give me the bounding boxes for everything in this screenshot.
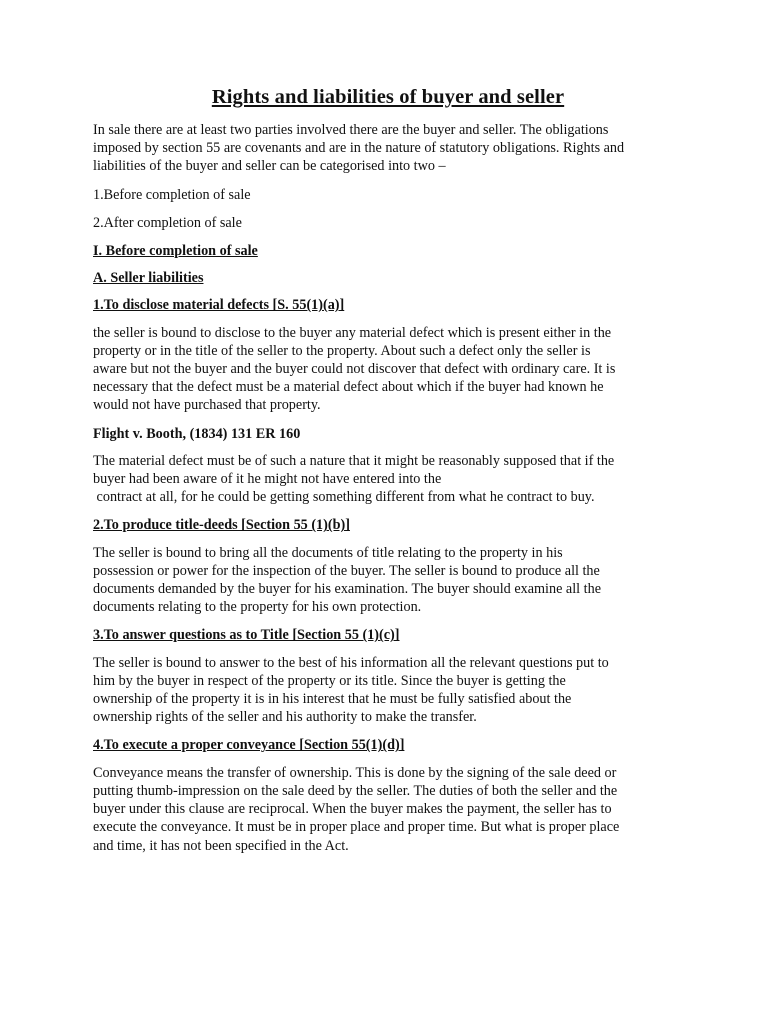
clause-paragraph bbox=[93, 324, 683, 415]
clause-paragraph bbox=[93, 764, 683, 855]
text-line: execute the conveyance. It must be in proper place and proper time. But what is proper place bbox=[93, 819, 620, 836]
text-line: the seller is bound to disclose to the buyer any material defect which is present either in the bbox=[93, 324, 612, 341]
clause-heading: 4.To execute a proper conveyance [Section 55(1)(d)] bbox=[93, 737, 405, 754]
text-line: The seller is bound to bring all the documents of title relating to the property in his bbox=[93, 544, 563, 561]
text-line: aware but not the buyer and the buyer could not discover that defect with ordinary care. It is bbox=[93, 361, 616, 378]
clause-heading: 3.To answer questions as to Title [Section 55 (1)(c)] bbox=[93, 627, 400, 644]
text-line: In sale there are at least two parties involved there are the buyer and seller. The obligations bbox=[93, 122, 609, 138]
section-heading: I. Before completion of sale bbox=[93, 243, 258, 260]
text-line: contract at all, for he could be getting something different from what he contract to buy. bbox=[93, 489, 595, 506]
text-line: Conveyance means the transfer of ownership. This is done by the signing of the sale deed or bbox=[93, 764, 617, 781]
clause-paragraph bbox=[93, 654, 683, 727]
text-line: liabilities of the buyer and seller can be categorised into two – bbox=[93, 158, 446, 175]
clause-paragraph bbox=[93, 544, 683, 617]
text-line: would not have purchased that property. bbox=[93, 397, 321, 414]
text-line: documents relating to the property for his own protection. bbox=[93, 599, 422, 616]
text-line: ownership of the property it is in his interest that he must be fully satisfied about the bbox=[93, 691, 572, 708]
text-line: putting thumb-impression on the sale deed by the seller. The duties of both the seller and the bbox=[93, 782, 618, 799]
text-line: possession or power for the inspection of the buyer. The seller is bound to produce all the bbox=[93, 562, 600, 579]
clause-heading: 1.To disclose material defects [S. 55(1)(a)] bbox=[93, 297, 345, 314]
intro-paragraph bbox=[93, 121, 683, 176]
clause-heading: 2.To produce title-deeds [Section 55 (1)(b)] bbox=[93, 517, 350, 534]
page-title: Rights and liabilities of buyer and seller bbox=[211, 86, 565, 108]
text-line: and time, it has not been specified in the Act. bbox=[93, 837, 349, 854]
document-page bbox=[93, 86, 683, 865]
case-paragraph bbox=[93, 452, 683, 507]
text-line: him by the buyer in respect of the property or its title. Since the buyer is getting the bbox=[93, 672, 566, 689]
case-citation: Flight v. Booth, (1834) 131 ER 160 bbox=[93, 425, 301, 442]
text-line: buyer under this clause are reciprocal. When the buyer makes the payment, the seller has to bbox=[93, 801, 612, 818]
text-line: necessary that the defect must be a material defect about which if the buyer had known he bbox=[93, 379, 604, 396]
subsection-heading: A. Seller liabilities bbox=[93, 270, 204, 287]
list-item: 1.Before completion of sale bbox=[93, 186, 251, 203]
text-line: ownership rights of the seller and his authority to make the transfer. bbox=[93, 709, 477, 726]
text-line: The seller is bound to answer to the best of his information all the relevant questions put to bbox=[93, 654, 609, 671]
text-line: property or in the title of the seller to the property. About such a defect only the seller is bbox=[93, 342, 591, 359]
text-line: The material defect must be of such a nature that it might be reasonably supposed that if the bbox=[93, 452, 615, 469]
text-line: buyer had been aware of it he might not have entered into the bbox=[93, 471, 442, 488]
text-line: imposed by section 55 are covenants and are in the nature of statutory obligations. Rights and bbox=[93, 140, 625, 157]
text-line: documents demanded by the buyer for his examination. The buyer should examine all the bbox=[93, 581, 601, 598]
list-item: 2.After completion of sale bbox=[93, 214, 242, 231]
